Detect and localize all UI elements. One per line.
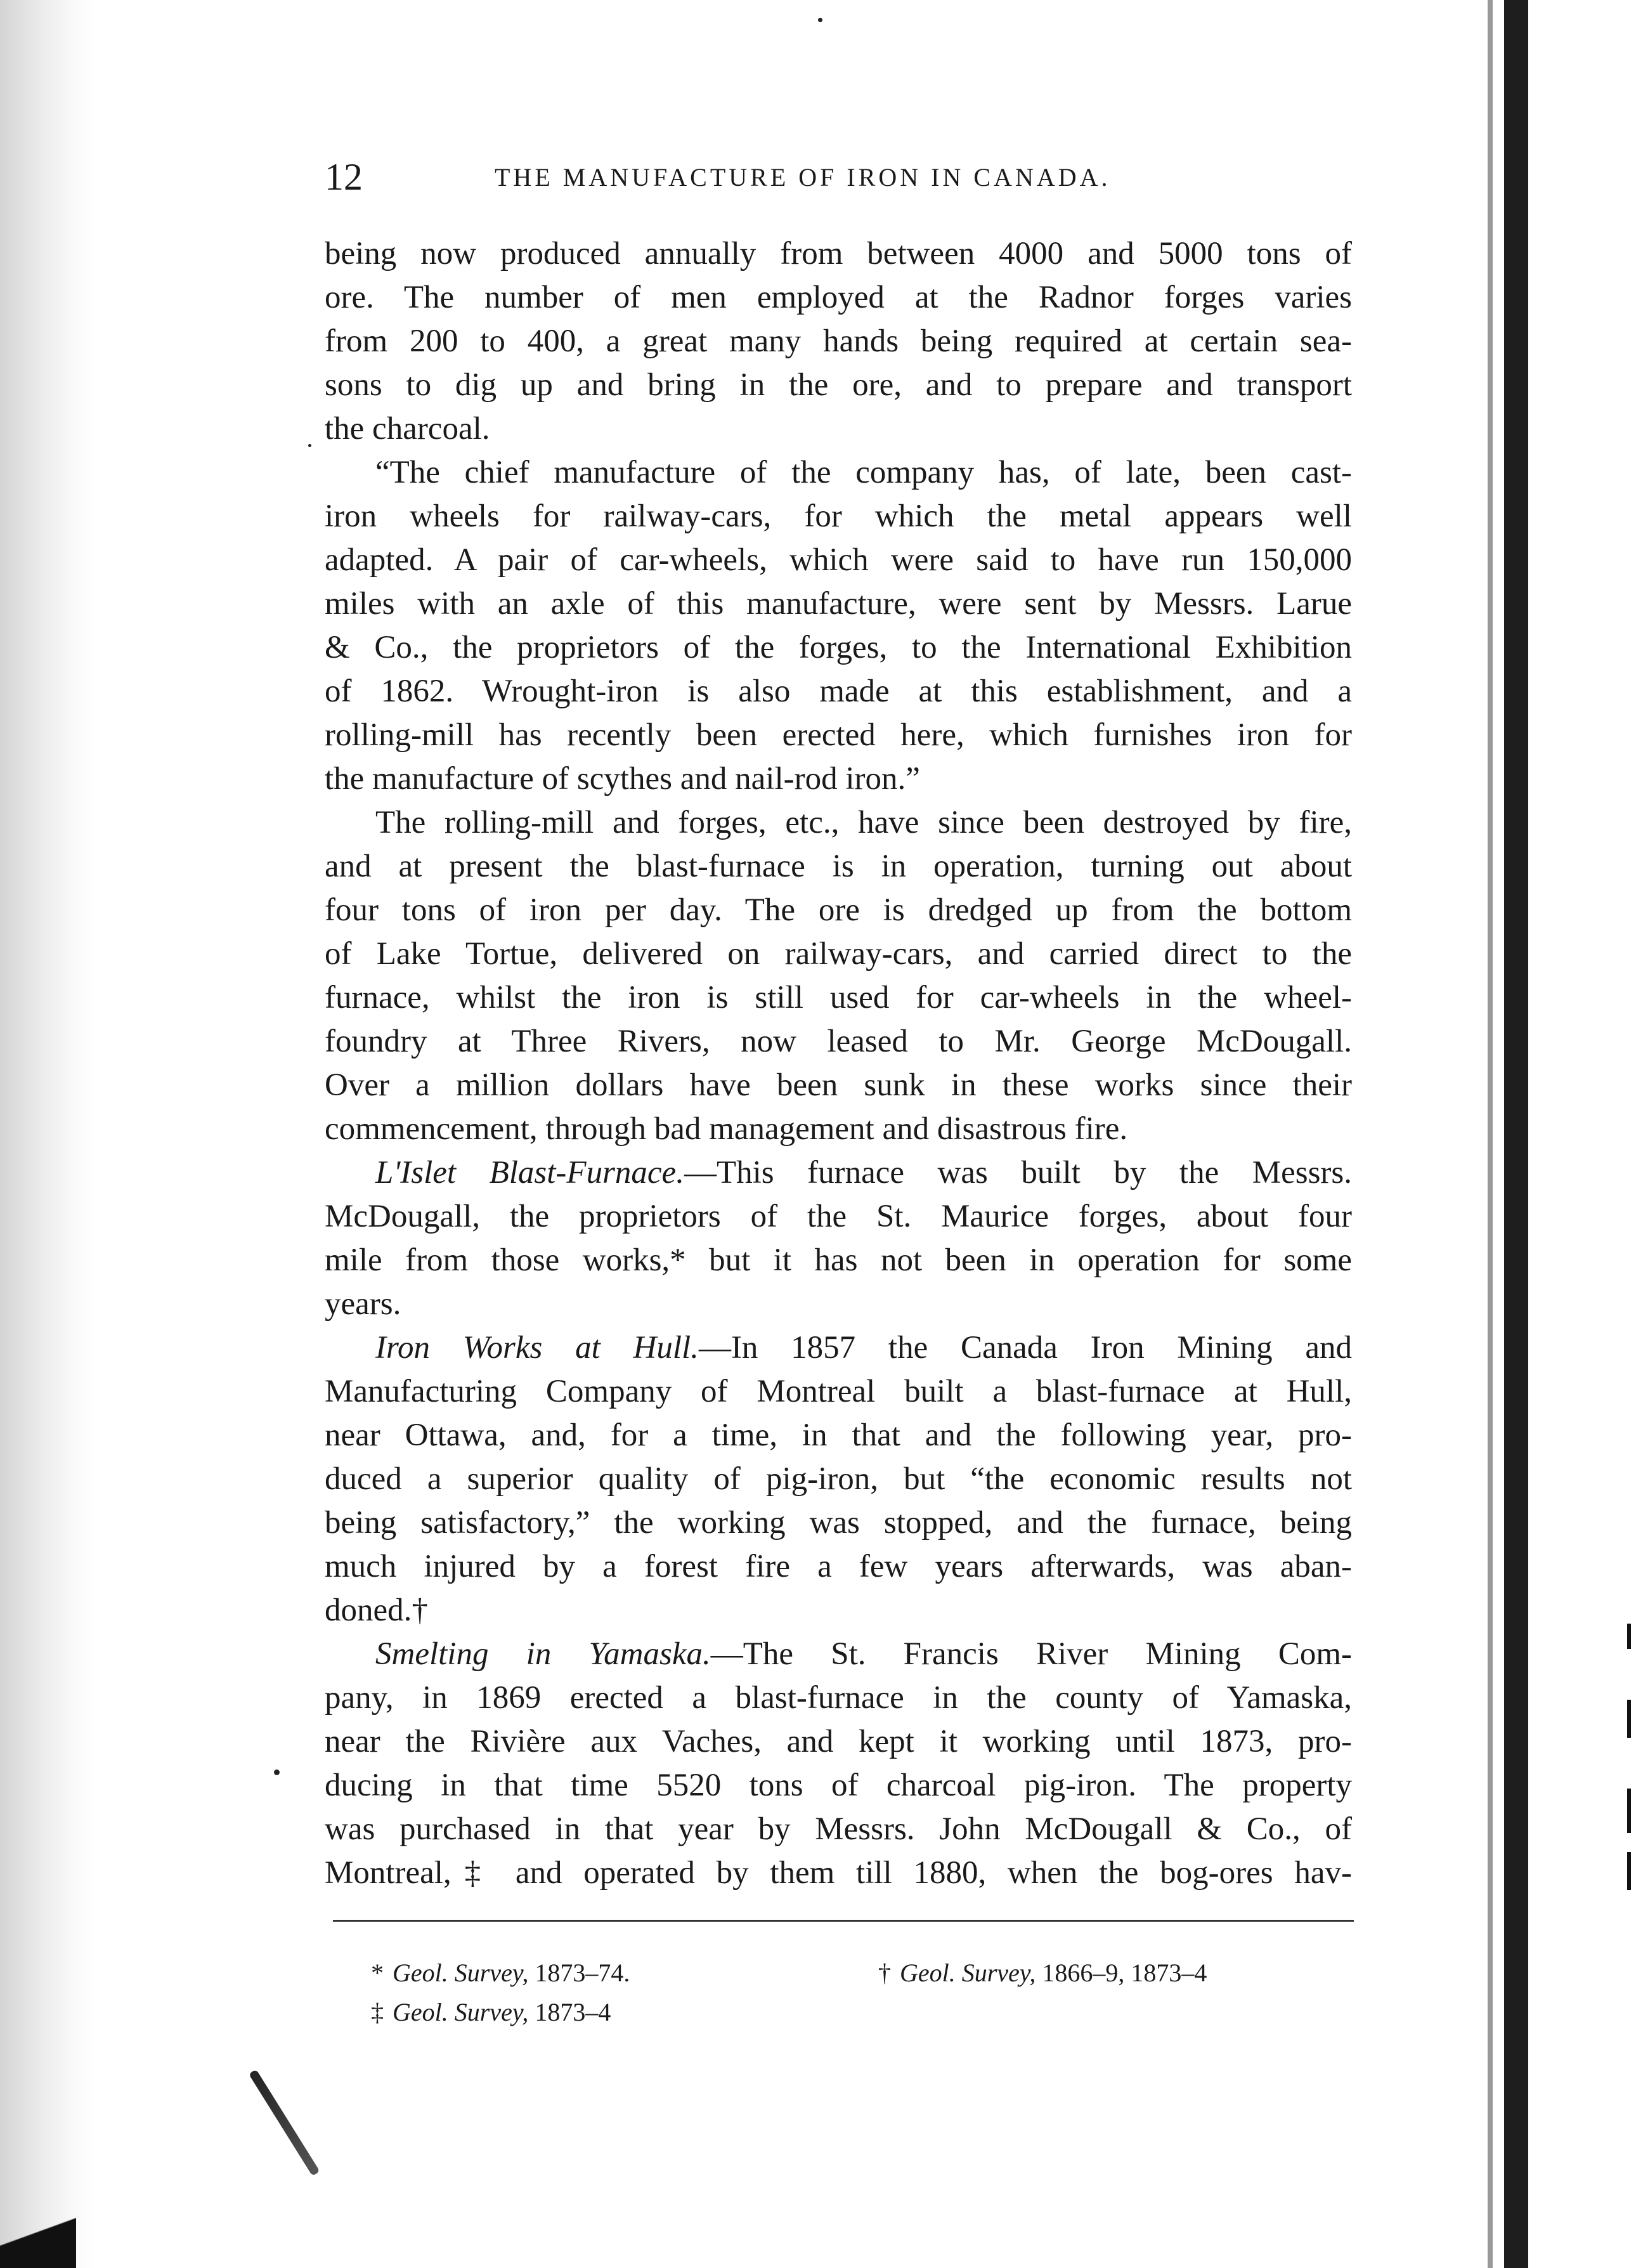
line-text: the manufacture of scythes and nail-rod iron.”: [325, 761, 920, 797]
line-text: being satisfactory,” the working was stopped, and the furnace, being: [325, 1505, 1352, 1541]
line-text: Over a million dollars have been sunk in these works since their: [325, 1067, 1352, 1103]
text-line: [325, 889, 1352, 932]
line-text: from 200 to 400, a great many hands being required at certain sea-: [325, 323, 1352, 359]
text-line: [325, 1720, 1352, 1764]
section-heading: Smelting in Yamaska.: [375, 1636, 711, 1672]
text-line: [325, 1326, 1352, 1370]
line-text: near the Rivière aux Vaches, and kept it working until 1873, pro-: [325, 1724, 1352, 1759]
line-text: of 1862. Wrought-iron is also made at this establishment, and a: [325, 674, 1352, 709]
text-line: [325, 714, 1352, 757]
footnote-rule: [333, 1920, 1354, 1922]
section-heading: Iron Works at Hull.: [375, 1330, 699, 1365]
text-line: [325, 1195, 1352, 1239]
text-line: [325, 1851, 1352, 1895]
text-line: [325, 538, 1352, 582]
line-text: four tons of iron per day. The ore is dredged up from the bottom: [325, 892, 1352, 928]
speck: [274, 1769, 280, 1775]
text-line: [325, 1370, 1352, 1414]
line-text: near Ottawa, and, for a time, in that and the following year, pro-: [325, 1418, 1352, 1453]
text-line: [325, 1064, 1352, 1107]
footnote: [371, 1953, 630, 1993]
text-line: [325, 1457, 1352, 1501]
line-text: adapted. A pair of car-wheels, which were said to have run 150,000: [325, 542, 1352, 578]
line-text: Montreal,‡ and operated by them till 1880, when the bog-ores hav-: [325, 1855, 1352, 1891]
text-line: [325, 276, 1352, 320]
body-text: [325, 232, 1352, 1895]
binding-edge-dark: [1504, 0, 1528, 2268]
line-text: years.: [325, 1286, 401, 1322]
line-text: rolling-mill has recently been erected here, which furnishes iron for: [325, 717, 1352, 753]
line-text: was purchased in that year by Messrs. John McDougall & Co., of: [325, 1811, 1352, 1847]
text-line: [325, 670, 1352, 714]
text-line: [325, 1589, 1352, 1633]
text-line: [325, 320, 1352, 363]
scan-corner: [0, 2169, 76, 2268]
text-line: [325, 1151, 1352, 1195]
line-text: ore. The number of men employed at the Radnor forges varies: [325, 280, 1352, 315]
text-line: [325, 232, 1352, 276]
edge-mark: [1627, 1700, 1631, 1738]
line-text: —This furnace was built by the Messrs.: [684, 1155, 1353, 1190]
line-text: furnace, whilst the iron is still used for car-wheels in the wheel-: [325, 980, 1352, 1015]
page-left-shadow: [0, 0, 95, 2268]
text-line: [325, 363, 1352, 407]
binding-edge-light: [1488, 0, 1493, 2268]
text-line: [325, 1107, 1352, 1151]
line-text: duced a superior quality of pig-iron, but “the economic results not: [325, 1461, 1352, 1497]
speck: [308, 444, 311, 447]
line-text: much injured by a forest fire a few years afterwards, was aban-: [325, 1549, 1352, 1584]
line-text: iron wheels for railway-cars, for which the metal appears well: [325, 499, 1352, 534]
right-margin: [1528, 0, 1636, 2268]
footnote-text: 1873–4: [528, 1998, 611, 2026]
text-line: [325, 582, 1352, 626]
text-line: [325, 495, 1352, 538]
edge-mark: [1627, 1852, 1631, 1890]
footnote-text: 1873–74.: [528, 1958, 630, 1987]
line-text: the charcoal.: [325, 411, 490, 446]
section-heading: L'Islet Blast-Furnace.: [375, 1155, 684, 1190]
text-line: [325, 801, 1352, 845]
footnote-mark: ‡: [371, 1998, 384, 2026]
page-number: 12: [325, 156, 363, 198]
line-text: doned.†: [325, 1593, 428, 1628]
line-text: sons to dig up and bring in the ore, and to prepare and transport: [325, 367, 1352, 403]
line-text: commencement, through bad management and disastrous fire.: [325, 1111, 1128, 1147]
line-text: “The chief manufacture of the company has, of late, been cast-: [375, 455, 1352, 490]
text-line: [325, 757, 1352, 801]
footnote: [371, 1993, 611, 2032]
text-line: [325, 1676, 1352, 1720]
text-line: [325, 451, 1352, 495]
line-text: and at present the blast-furnace is in operation, turning out about: [325, 849, 1352, 884]
line-text: foundry at Three Rivers, now leased to Mr. George McDougall.: [325, 1024, 1352, 1059]
footnote-source: Geol. Survey,: [900, 1958, 1036, 1987]
speck: [818, 18, 822, 22]
line-text: —In 1857 the Canada Iron Mining and: [698, 1330, 1352, 1365]
text-line: [325, 1501, 1352, 1545]
text-line: [325, 1282, 1352, 1326]
text-line: [325, 932, 1352, 976]
text-line: [325, 1239, 1352, 1282]
line-text: mile from those works,* but it has not been in operation for some: [325, 1242, 1352, 1278]
footnote-source: Geol. Survey,: [393, 1998, 529, 2026]
text-line: [325, 626, 1352, 670]
text-line: [325, 845, 1352, 889]
line-text: The rolling-mill and forges, etc., have since been destroyed by fire,: [375, 805, 1352, 840]
line-text: ducing in that time 5520 tons of charcoal pig-iron. The property: [325, 1768, 1352, 1803]
footnote-mark: *: [371, 1958, 384, 1987]
footnote-source: Geol. Survey,: [393, 1958, 529, 1987]
text-line: [325, 1414, 1352, 1457]
line-text: Manufacturing Company of Montreal built a blast-furnace at Hull,: [325, 1374, 1352, 1409]
text-line: [325, 1633, 1352, 1676]
line-text: McDougall, the proprietors of the St. Maurice forges, about four: [325, 1199, 1352, 1234]
text-line: [325, 1545, 1352, 1589]
footnote: [878, 1953, 1207, 1993]
edge-mark: [1627, 1789, 1631, 1833]
text-line: [325, 407, 1352, 451]
page-header: [325, 155, 1352, 199]
text-line: [325, 1808, 1352, 1851]
text-line: [325, 1764, 1352, 1808]
line-text: & Co., the proprietors of the forges, to the International Exhibition: [325, 630, 1352, 665]
line-text: pany, in 1869 erected a blast-furnace in the county of Yamaska,: [325, 1680, 1352, 1716]
line-text: being now produced annually from between 4000 and 5000 tons of: [325, 236, 1352, 271]
footnote-mark: †: [878, 1958, 891, 1987]
text-line: [325, 976, 1352, 1020]
edge-mark: [1627, 1624, 1631, 1649]
running-head: THE MANUFACTURE OF IRON IN CANADA.: [495, 163, 1111, 192]
footnote-text: 1866–9, 1873–4: [1035, 1958, 1207, 1987]
text-line: [325, 1020, 1352, 1064]
scan-scratch: [249, 2069, 320, 2177]
line-text: of Lake Tortue, delivered on railway-cars, and carried direct to the: [325, 936, 1352, 972]
line-text: —The St. Francis River Mining Com-: [710, 1636, 1353, 1672]
line-text: miles with an axle of this manufacture, were sent by Messrs. Larue: [325, 586, 1352, 622]
